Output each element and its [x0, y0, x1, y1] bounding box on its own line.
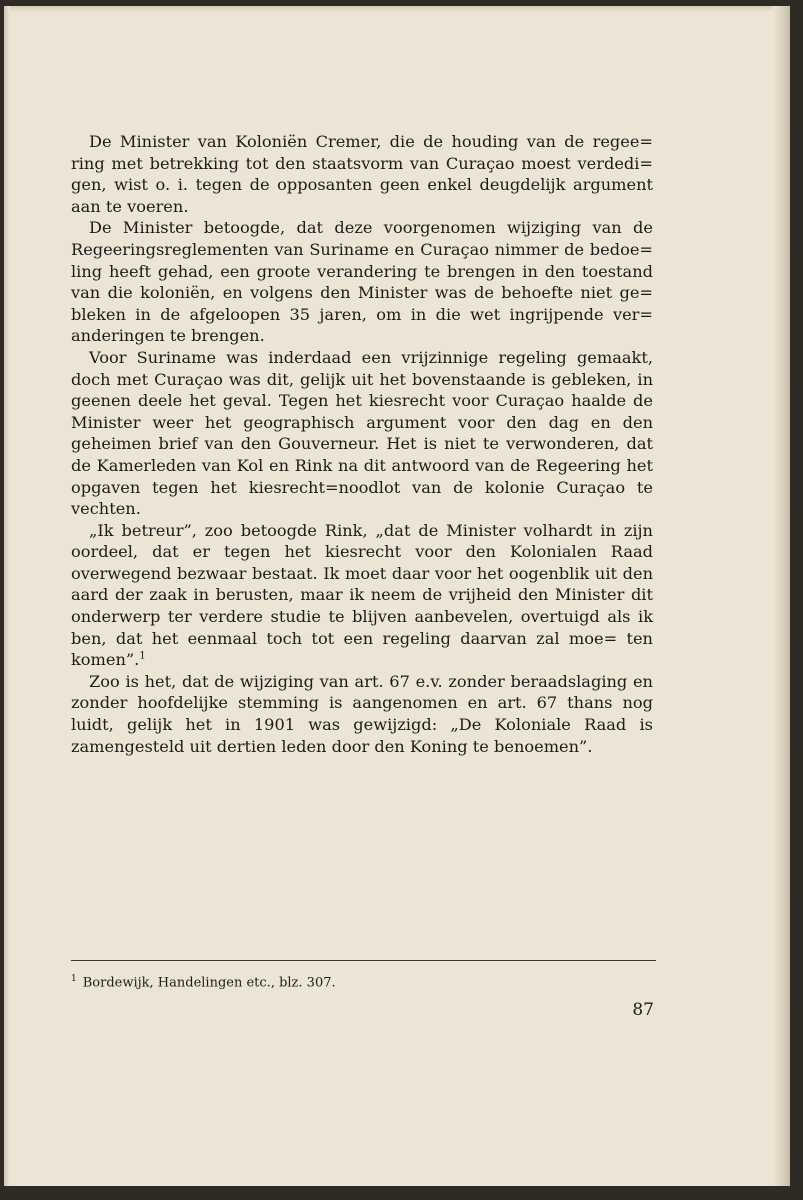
paragraph-2: De Minister betoogde, dat deze voorgenomen wijziging van de Regeeringsreglementen van Suriname en Curaçao nimmer de bedoe= ling heeft gehad, een groote verandering te brengen in den toestand van die koloniën, en volgens den Minister was de behoefte niet ge= bleken in de afgeloopen 35 jaren, om in die wet ingrijpende ver= anderingen te brengen.: [71, 218, 653, 346]
paragraph-1: De Minister van Koloniën Cremer, die de houding van de regee= ring met betrekking tot den staatsvorm van Curaçao moest verdedi= gen, wist o. i. tegen de opposanten geen enkel deugdelijk argument aan te voeren.: [71, 132, 653, 216]
footnote-number: 1: [71, 974, 77, 984]
footnote-text: Bordewijk, Handelingen etc., blz. 307.: [82, 975, 336, 991]
paragraph-3: Voor Suriname was inderdaad een vrijzinnige regeling gemaakt, doch met Curaçao was dit, gelijk uit het bovenstaande is gebleken, in geenen deele het geval. Tegen het kiesrecht voor Curaçao haalde de Minister weer het geographisch argument voor den dag en den geheimen brief van den Gouverneur. Het is niet te verwonderen, dat de Kamerleden van Kol en Rink na dit antwoord van de Regeering het opgaven tegen het kiesrecht=noodlot van de kolonie Curaçao te vechten.: [71, 347, 653, 519]
page-number: 87: [632, 1000, 654, 1020]
paragraph-4: [71, 520, 653, 671]
footnote-divider: [71, 960, 656, 961]
footnote: [71, 974, 336, 990]
body-text: [71, 131, 653, 757]
paragraph-4-text: „Ik betreur”, zoo betoogde Rink, „dat de Minister volhardt in zijn oordeel, dat er tegen het kiesrecht voor den Kolonialen Raad overwegend bezwaar bestaat. Ik moet daar voor het oogenblik uit den aard der zaak in berusten, maar ik neem de vrijheid den Minister dit onderwerp ter verdere studie te blijven aanbevelen, overtuigd als ik ben, dat het eenmaal toch tot een regeling daarvan zal moe= ten komen”.: [71, 520, 653, 670]
page-right-edge: [772, 6, 790, 1186]
footnote-reference: 1: [139, 650, 146, 662]
paragraph-5: Zoo is het, dat de wijziging van art. 67 e.v. zonder beraadslaging en zonder hoofdelijke stemming is aangenomen en art. 67 thans nog luidt, gelijk het in 1901 was gewijzigd: „De Koloniale Raad is zamengesteld uit dertien leden door den Koning te benoemen”.: [71, 671, 653, 756]
page-left-edge: [4, 6, 10, 1186]
page-top-edge: [4, 6, 790, 12]
